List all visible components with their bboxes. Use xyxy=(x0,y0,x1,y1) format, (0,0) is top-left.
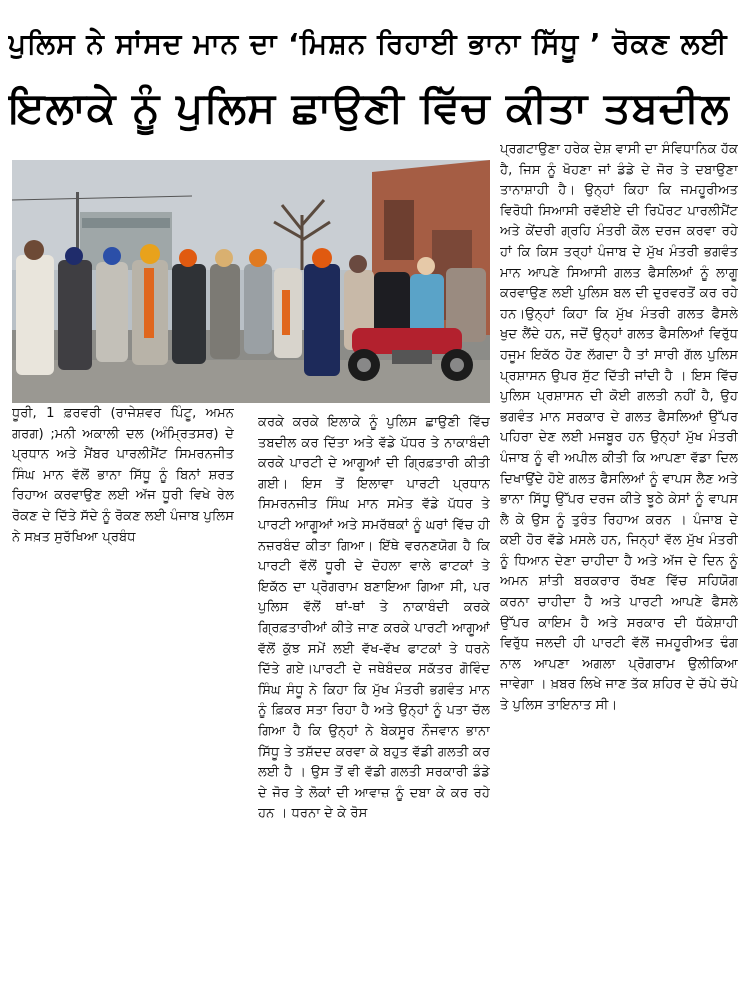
article-column-1-text: ਧੂਰੀ, 1 ਫ਼ਰਵਰੀ (ਰਾਜੇਸ਼ਵਰ ਪਿੰਟੂ, ਅਮਨ ਗਰਗ) ;ਮਨੀ ਅਕਾਲੀ ਦਲ (ਅੰਮ੍ਰਿਤਸਰ) ਦੇ ਪ੍ਰਧਾਨ ਅਤੇ ਮੈਂਬਰ ਪਾਰਲੀਮੈਂਟ ਸਿਮਰਨਜੀਤ ਸਿੰਘ ਮਾਨ ਵੱਲੋਂ ਭਾਨਾ ਸਿੱਧੂ ਨੂੰ ਬਿਨਾਂ ਸ਼ਰਤ ਰਿਹਾਅ ਕਰਵਾਉਣ ਲਈ ਅੱਜ ਧੂਰੀ ਵਿਖੇ ਰੇਲ ਰੋਕਣ ਦੇ ਦਿੱਤੇ ਸੱਦੇ ਨੂੰ ਰੋਕਣ ਲਈ ਪੰਜਾਬ ਪੁਲਿਸ ਨੇ ਸਖ਼ਤ ਸੁਰੱਖਿਆ ਪ੍ਰਬੰਧ xyxy=(12,406,234,545)
news-photo xyxy=(12,160,490,403)
article-column-3 xyxy=(500,140,738,1005)
article-column-2-text: ਕਰਕੇ ਕਰਕੇ ਇਲਾਕੇ ਨੂੰ ਪੁਲਿਸ ਛਾਉਣੀ ਵਿੱਚ ਤਬਦੀਲ ਕਰ ਦਿੱਤਾ ਅਤੇ ਵੱਡੇ ਪੱਧਰ ਤੇ ਨਾਕਾਬੰਦੀ ਕਰਕੇ ਪਾਰਟੀ ਦੇ ਆਗੂਆਂ ਦੀ ਗ੍ਰਿਫ਼ਤਾਰੀ ਕੀਤੀ ਗਈ। ਇਸ ਤੋਂ ਇਲਾਵਾ ਪਾਰਟੀ ਪ੍ਰਧਾਨ ਸਿਮਰਨਜੀਤ ਸਿੰਘ ਮਾਨ ਸਮੇਤ ਵੱਡੇ ਪੱਧਰ ਤੇ ਪਾਰਟੀ ਆਗੂਆਂ ਅਤੇ ਸਮਰੱਥਕਾਂ ਨੂੰ ਘਰਾਂ ਵਿੱਚ ਹੀ ਨਜ਼ਰਬੰਦ ਕੀਤਾ ਗਿਆ। ਇੱਥੇ ਵਰਨਣਯੋਗ ਹੈ ਕਿ ਪਾਰਟੀ ਵੱਲੋਂ ਧੂਰੀ ਦੇ ਦੋਹਲਾ ਵਾਲੇ ਫਾਟਕਾਂ ਤੇ ਇਕੱਠ ਦਾ ਪ੍ਰੋਗਰਾਮ ਬਣਾਇਆ ਗਿਆ ਸੀ, ਪਰ ਪੁਲਿਸ ਵੱਲੋਂ ਥਾਂ-ਥਾਂ ਤੇ ਨਾਕਾਬੰਦੀ ਕਰਕੇ ਗ੍ਰਿਫ਼ਤਾਰੀਆਂ ਕੀਤੇ ਜਾਣ ਕਰਕੇ ਪਾਰਟੀ ਆਗੂਆਂ ਵੱਲੋਂ ਕੁੱਝ ਸਮੇਂ ਲਈ ਵੱਖ-ਵੱਖ ਫਾਟਕਾਂ ਤੇ ਧਰਨੇ ਦਿੱਤੇ ਗਏ।ਪਾਰਟੀ ਦੇ ਜਥੇਬੰਦਕ ਸਕੱਤਰ ਗੋਵਿੰਦ ਸਿੰਘ ਸੰਧੂ ਨੇ ਕਿਹਾ ਕਿ ਮੁੱਖ ਮੰਤਰੀ ਭਗਵੰਤ ਮਾਨ ਨੂੰ ਫ਼ਿਕਰ ਸਤਾ ਰਿਹਾ ਹੈ ਅਤੇ ਉਨ੍ਹਾਂ ਨੂੰ ਪਤਾ ਚੱਲ ਗਿਆ ਹੈ ਕਿ ਉਨ੍ਹਾਂ ਨੇ ਬੇਕਸੂਰ ਨੌਜਵਾਨ ਭਾਨਾ ਸਿੱਧੂ ਤੇ ਤਸ਼ੱਦਦ ਕਰਵਾ ਕੇ ਬਹੁਤ ਵੱਡੀ ਗਲਤੀ ਕਰ ਲਈ ਹੈ । ਉਸ ਤੋਂ ਵੀ ਵੱਡੀ ਗਲਤੀ ਸਰਕਾਰੀ ਡੰਡੇ ਦੇ ਜੋਰ ਤੇ ਲੋਕਾਂ ਦੀ ਆਵਾਜ਼ ਨੂੰ ਦਬਾ ਕੇ ਕਰ ਰਹੇ ਹਨ । ਧਰਨਾ ਦੇ ਕੇ ਰੋਸ xyxy=(258,415,490,822)
article-column-2 xyxy=(258,413,490,1003)
headline-line-1: ਪੁਲਿਸ ਨੇ ਸਾਂਸਦ ਮਾਨ ਦਾ ‘ਮਿਸ਼ਨ ਰਿਹਾਈ ਭਾਨਾ ਸਿੱਧੂ ’ ਰੋਕਣ ਲਈ xyxy=(8,27,728,60)
headline-line-2: ਇਲਾਕੇ ਨੂੰ ਪੁਲਿਸ ਛਾਉਣੀ ਵਿੱਚ ਕੀਤਾ ਤਬਦੀਲ xyxy=(8,83,730,132)
article-column-3-text: ਪ੍ਰਗਟਾਉਣਾ ਹਰੇਕ ਦੇਸ਼ ਵਾਸੀ ਦਾ ਸੰਵਿਧਾਨਿਕ ਹੱਕ ਹੈ, ਜਿਸ ਨੂੰ ਖੋਹਣਾ ਜਾਂ ਡੰਡੇ ਦੇ ਜੋਰ ਤੇ ਦਬਾਉਣਾ ਤਾਨਾਸ਼ਾਹੀ ਹੈ। ਉਨ੍ਹਾਂ ਕਿਹਾ ਕਿ ਜਮਹੂਰੀਅਤ ਵਿਰੋਧੀ ਸਿਆਸੀ ਰਵੱਈਏ ਦੀ ਰਿਪੋਰਟ ਪਾਰਲੀਮੈਂਟ ਅਤੇ ਕੇਂਦਰੀ ਗ੍ਰਹਿ ਮੰਤਰੀ ਕੋਲ ਦਰਜ ਕਰਵਾ ਰਹੇ ਹਾਂ ਕਿ ਕਿਸ ਤਰ੍ਹਾਂ ਪੰਜਾਬ ਦੇ ਮੁੱਖ ਮੰਤਰੀ ਭਗਵੰਤ ਮਾਨ ਆਪਣੇ ਸਿਆਸੀ ਗਲਤ ਫੈਸਲਿਆਂ ਨੂੰ ਲਾਗੂ ਕਰਵਾਉਣ ਲਈ ਪੁਲਿਸ ਬਲ ਦੀ ਦੁਰਵਰਤੋਂ ਕਰ ਰਹੇ ਹਨ।ਉਨ੍ਹਾਂ ਕਿਹਾ ਕਿ ਮੁੱਖ ਮੰਤਰੀ ਗਲਤ ਫੈਸਲੇ ਖੁਦ ਲੈਂਦੇ ਹਨ, ਜਦੋਂ ਉਨ੍ਹਾਂ ਗਲਤ ਫੈਸਲਿਆਂ ਵਿਰੁੱਧ ਹਜੂਮ ਇਕੱਠ ਹੋਣ ਲੱਗਦਾ ਹੈ ਤਾਂ ਸਾਰੀ ਗੱਲ ਪੁਲਿਸ ਪ੍ਰਸ਼ਾਸਨ ਉਪਰ ਸੁੱਟ ਦਿੱਤੀ ਜਾਂਦੀ ਹੈ । ਇਸ ਵਿੱਚ ਪੁਲਿਸ ਪ੍ਰਸ਼ਾਸਨ ਦੀ ਕੋਈ ਗਲਤੀ ਨਹੀਂ ਹੈ, ਉਹ ਭਗਵੰਤ ਮਾਨ ਸਰਕਾਰ ਦੇ ਗਲਤ ਫੈਸਲਿਆਂ ਉੱਪਰ ਪਹਿਰਾ ਦੇਣ ਲਈ ਮਜਬੂਰ ਹਨ ਉਨ੍ਹਾਂ ਮੁੱਖ ਮੰਤਰੀ ਪੰਜਾਬ ਨੂੰ ਵੀ ਅਪੀਲ ਕੀਤੀ ਕਿ ਆਪਣਾ ਵੱਡਾ ਦਿਲ ਦਿਖਾਉਂਦੇ ਹੋਏ ਗਲਤ ਫੈਸਲਿਆਂ ਨੂੰ ਵਾਪਸ ਲੈਣ ਅਤੇ ਭਾਨਾ ਸਿੱਧੂ ਉੱਪਰ ਦਰਜ ਕੀਤੇ ਝੂਠੇ ਕੇਸਾਂ ਨੂੰ ਵਾਪਸ ਲੈ ਕੇ ਉਸ ਨੂੰ ਤੁਰੰਤ ਰਿਹਾਅ ਕਰਨ । ਪੰਜਾਬ ਦੇ ਕਈ ਹੋਰ ਵੱਡੇ ਮਸਲੇ ਹਨ, ਜਿਨ੍ਹਾਂ ਵੱਲ ਮੁੱਖ ਮੰਤਰੀ ਨੂੰ ਧਿਆਨ ਦੇਣਾ ਚਾਹੀਦਾ ਹੈ ਅਤੇ ਅੱਜ ਦੇ ਦਿਨ ਨੂੰ ਅਮਨ ਸ਼ਾਂਤੀ ਬਰਕਰਾਰ ਰੱਖਣ ਵਿੱਚ ਸਹਿਯੋਗ ਕਰਨਾ ਚਾਹੀਦਾ ਹੈ ਅਤੇ ਪਾਰਟੀ ਆਪਣੇ ਫੈਸਲੇ ਉੱਪਰ ਕਾਇਮ ਹੈ ਅਤੇ ਸਰਕਾਰ ਦੀ ਧੱਕੇਸ਼ਾਹੀ ਵਿਰੁੱਧ ਜਲਦੀ ਹੀ ਪਾਰਟੀ ਵੱਲੋਂ ਜਮਹੂਰੀਅਤ ਢੰਗ ਨਾਲ ਆਪਣਾ ਅਗਲਾ ਪ੍ਰੋਗਰਾਮ ਉਲੀਕਿਆ ਜਾਵੇਗਾ । ਖ਼ਬਰ ਲਿਖੇ ਜਾਣ ਤੱਕ ਸ਼ਹਿਰ ਦੇ ਚੱਪੇ ਚੱਪੇ ਤੇ ਪੁਲਿਸ ਤਾਇਨਾਤ ਸੀ। xyxy=(500,142,738,714)
news-photo-illustration xyxy=(12,160,490,403)
article-column-1 xyxy=(12,404,234,584)
